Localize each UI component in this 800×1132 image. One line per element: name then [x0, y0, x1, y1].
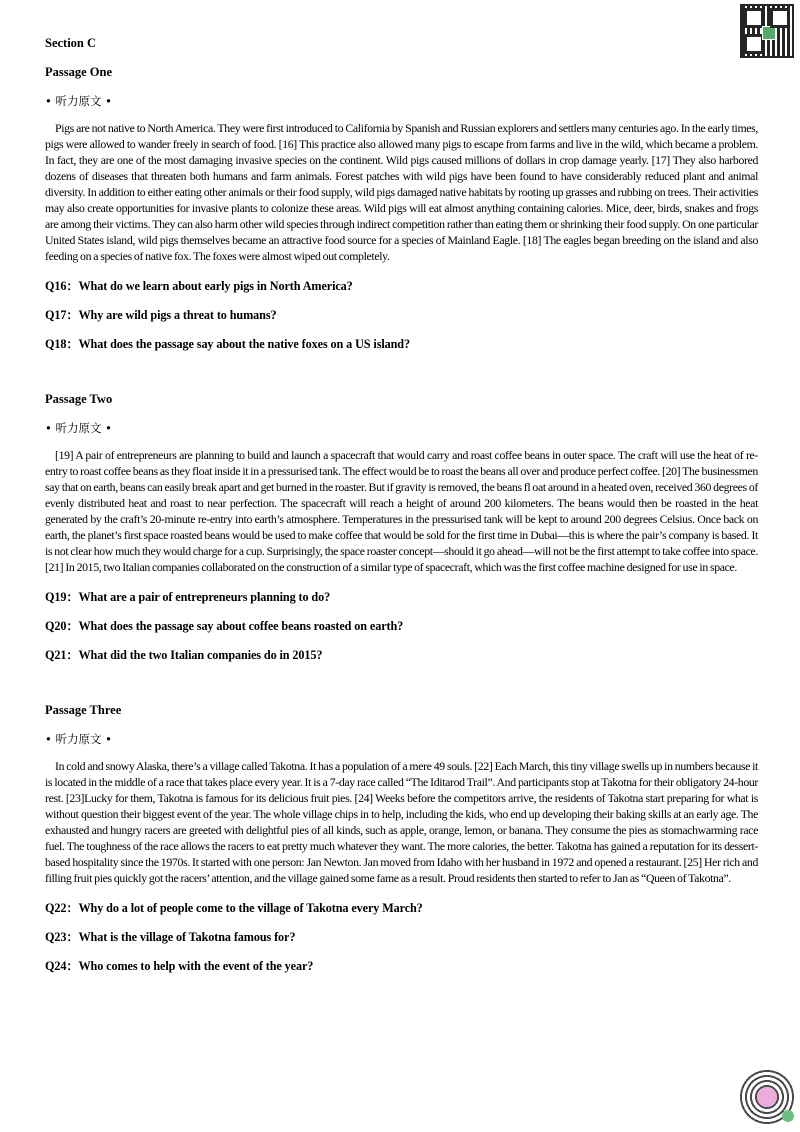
question-text: What does the passage say about the native foxes on a US island?: [78, 337, 410, 351]
question-text: What did the two Italian companies do in 2015?: [78, 648, 323, 662]
question: [45, 646, 758, 660]
passage-title: Passage One: [45, 65, 113, 79]
question-text: What are a pair of entrepreneurs planning to do?: [78, 590, 331, 604]
passage-two: [45, 392, 758, 660]
passage-title: Passage Three: [45, 703, 122, 717]
question: [45, 306, 758, 320]
question-number: Q23：: [45, 930, 79, 944]
section-title: Section C: [45, 36, 97, 50]
qr-code-icon: [738, 1068, 796, 1126]
question-number: Q21：: [45, 648, 79, 662]
question-number: Q18：: [45, 337, 79, 351]
passage-three: [45, 703, 758, 971]
question-number: Q19：: [45, 590, 79, 604]
passage-text: In cold and snowy Alaska, there’s a village called Takotna. It has a population of a mere 49 souls. [22] Each March, this tiny village swells up in numbers because it is located in the middle of a race that takes place every year. It is a 7-day race called “The Iditarod Trail”. And participants stop at Takotna for their obligatory 24-hour rest. [23]Lucky for them, Takotna is famous for its delicious fruit pies. [24] Weeks before the competitors arrive, the residents of Takotna start preparing for what is without question their biggest event of the year. The whole village chips in to help, including the kids, who end up developing their baking skills at an early age. The exhausted and hungry racers are greeted with delightful pies of all kinds, such as apple, orange, lemon, or banana. They consume the pies as stomachwarming race fuel. The toughness of the race allows the racers to eat pretty much whatever they want. The more calories, the better. Takotna has gained a reputation for its dessert-based hospitality since the 1970s. It started with one person: Jan Newton. Jan moved from Idaho with her husband in 1972 and opened a restaurant. [25] Her rich and filling fruit pies quickly got the racers’ attention, and the village gained some fame as a result. Proud residents then started to refer to Jan as “Queen of Takotna”.: [45, 759, 758, 885]
transcript-label: • 听力原文 •: [45, 94, 112, 108]
passage-text: Pigs are not native to North America. They were first introduced to California by Spanish and Russian explorers and settlers many centuries ago. In the early times, pigs were allowed to wander freely in search of food. [16] This practice also allowed many pigs to escape from farms and live in the wild, which became a problem. In fact, they are one of the most damaging invasive species on the continent. Wild pigs caused millions of dollars in crop damage yearly. [17] They also harbored dozens of diseases that threaten both humans and farm animals. Forest patches with wild pigs have been found to have considerably reduced plant and animal diversity. In addition to either eating other animals or their food supply, wild pigs damaged native habitats by rooting up grasses and rubbing on trees. Their activities may also create opportunities for invasive plants to colonize these areas. Wild pigs will eat almost anything containing calories. Mice, deer, birds, snakes and frogs are among their victims. They can also harm other wild species through indirect competition rather than eating them or shrinking their food supply. On one particular United States island, wild pigs themselves became an attractive food source for a species of Mainland Eagle. [18] The eagles began breeding on the island and also feeding on a species of native fox. The foxes were almost wiped out completely.: [45, 121, 758, 263]
question-text: What do we learn about early pigs in North America?: [78, 279, 353, 293]
question: [45, 928, 758, 942]
question: [45, 335, 758, 349]
question: [45, 277, 758, 291]
passage-text: [19] A pair of entrepreneurs are planning to build and launch a spacecraft that would carry and roast coffee beans in outer space. The craft will use the heat of re-entry to roast coffee beans as they float inside it in a pressurised tank. The effect would be to roast the beans all over and produce perfect coffee. [20] The businessmen say that on earth, beans can easily break apart and get burned in the roaster. But if gravity is removed, the beans fl oat around in a heated oven, received 360 degrees of evenly distributed heat and roast to near perfection. The spacecraft will reach a height of around 200 kilometers. The beans would then be roasted in the heat generated by the craft’s 20-minute re-entry into earth’s atmosphere. Temperatures in the pressurised tank will be kept to around 200 degrees Celsius. Once back on earth, the planet’s first space roasted beans would be used to make coffee that would be sold for the first time in Dubai—this is where the pair’s company is based. It is not clear how much they would charge for a cup. Surprisingly, the space roaster concept—should it go ahead—will not be the first attempt to take coffee into space. [21] In 2015, two Italian companies collaborated on the construction of a similar type of spacecraft, which was the first coffee machine designed for use in space.: [45, 448, 758, 574]
question-number: Q24：: [45, 959, 79, 973]
question-number: Q22：: [45, 901, 79, 915]
question-number: Q20：: [45, 619, 79, 633]
question: [45, 899, 758, 913]
question-text: What does the passage say about coffee beans roasted on earth?: [78, 619, 404, 633]
passage-one: [45, 65, 758, 349]
question: [45, 957, 758, 971]
question: [45, 588, 758, 602]
question-text: Who comes to help with the event of the year?: [78, 959, 314, 973]
document-page: [45, 36, 758, 986]
passage-title: Passage Two: [45, 392, 113, 406]
question-text: Why are wild pigs a threat to humans?: [78, 308, 277, 322]
question-text: Why do a lot of people come to the village of Takotna every March?: [78, 901, 423, 915]
question-number: Q16：: [45, 279, 79, 293]
question-text: What is the village of Takotna famous for?: [78, 930, 296, 944]
question: [45, 617, 758, 631]
transcript-label: • 听力原文 •: [45, 421, 112, 435]
question-number: Q17：: [45, 308, 79, 322]
transcript-label: • 听力原文 •: [45, 732, 112, 746]
